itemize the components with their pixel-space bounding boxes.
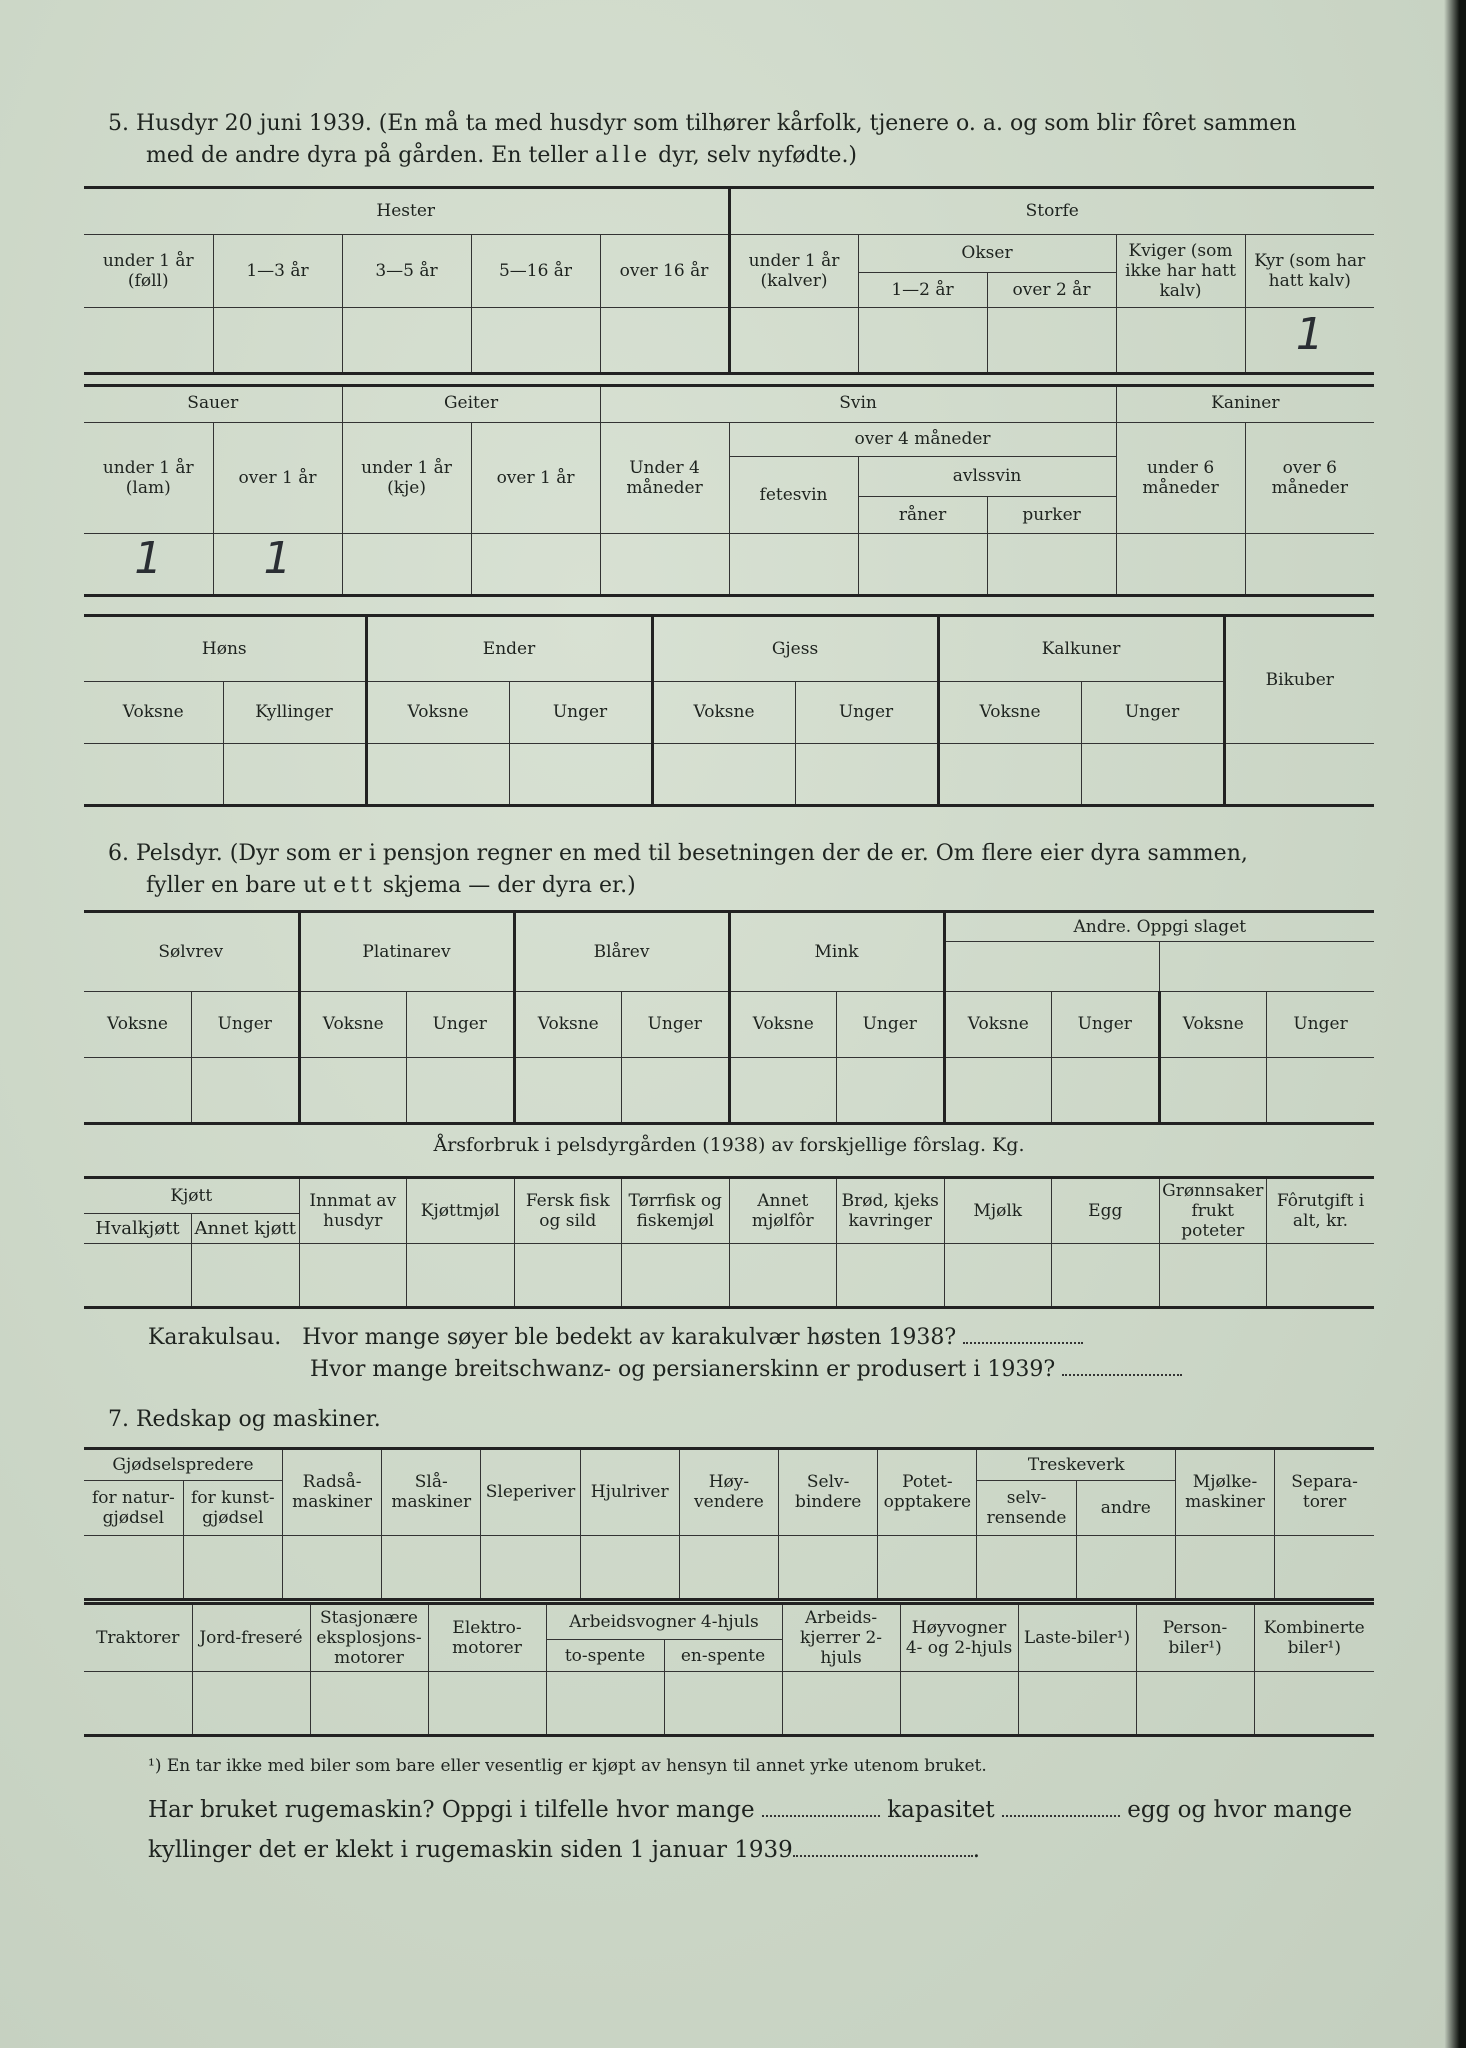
redskap-col-0: Radså-maskiner: [282, 1450, 381, 1535]
hester-col-1: 1—3 år: [213, 234, 342, 307]
pelsdyr-value[interactable]: [407, 1057, 515, 1123]
sauer-value-1[interactable]: [213, 533, 342, 595]
storfe-kalver: under 1 år (kalver): [729, 234, 858, 307]
forbruk-value[interactable]: [729, 1244, 837, 1308]
section5-line2b: alle: [594, 143, 652, 168]
geiter-header: Geiter: [342, 385, 600, 422]
forbruk-col-7: Egg: [1052, 1178, 1160, 1244]
row2-value[interactable]: [84, 1672, 192, 1736]
ruge-q1c: egg og hvor mange: [1127, 1797, 1353, 1823]
storfe-header: Storfe: [729, 189, 1374, 234]
geiter-col-0: under 1 år (kje): [342, 422, 471, 533]
pelsdyr-value[interactable]: [1052, 1057, 1160, 1123]
forbruk-value[interactable]: [192, 1244, 300, 1308]
forbruk-value[interactable]: [1267, 1244, 1375, 1308]
row2-col-7: Person-biler¹): [1136, 1604, 1254, 1672]
hons-col-0: Voksne: [84, 681, 223, 743]
row2-value[interactable]: [1018, 1672, 1136, 1736]
blarev-col-0: Voksne: [514, 991, 622, 1057]
row2-value[interactable]: [546, 1672, 664, 1736]
section6-line2c: skjema — der dyra er.): [375, 873, 636, 898]
svin-value-0[interactable]: [600, 533, 729, 595]
sauer-value-0-text: 1: [134, 533, 163, 584]
redskap-col-7: Mjølke-maskiner: [1175, 1450, 1274, 1535]
solvrev-col-0: Voksne: [84, 991, 192, 1057]
section6-intro: [108, 838, 1248, 902]
blarev-col-1: Unger: [622, 991, 730, 1057]
ender-col-1: Unger: [509, 681, 652, 743]
andre1-col-0: Voksne: [944, 991, 1052, 1057]
forbruk-col-5: Brød, kjeks kavringer: [837, 1178, 945, 1244]
ruge-count[interactable]: [762, 1795, 880, 1817]
forbruk-col-1: Kjøttmjøl: [407, 1178, 515, 1244]
mink-col-1: Unger: [837, 991, 945, 1057]
hons-header: Høns: [84, 617, 366, 681]
andre2-col-0: Voksne: [1159, 991, 1267, 1057]
hons-col-1: Kyllinger: [223, 681, 366, 743]
fjorfe-table: [84, 617, 1374, 807]
section6-line1: 6. Pelsdyr. (Dyr som er i pensjon regner en med til besetningen der de er. Om flere eier dyra sammen,: [108, 841, 1248, 866]
treskeverk-col-1: andre: [1076, 1480, 1175, 1535]
platinarev-col-0: Voksne: [299, 991, 407, 1057]
sauer-col-1: over 1 år: [213, 422, 342, 533]
karakul-line1: [148, 1322, 1182, 1354]
sauer-svin-table: [84, 385, 1374, 597]
sauer-header: Sauer: [84, 385, 342, 422]
pelsdyr-value[interactable]: [299, 1057, 407, 1123]
svin-fetesvin: fetesvin: [729, 456, 858, 533]
geiter-col-1: over 1 år: [471, 422, 600, 533]
storfe-value-4-text: 1: [1295, 309, 1324, 360]
row2-col-4: Arbeids-kjerrer 2-hjuls: [782, 1604, 900, 1672]
ruge-kyllinger[interactable]: [793, 1835, 973, 1857]
redskap-value[interactable]: [1175, 1535, 1274, 1599]
karakul-q2: Hvor mange breitschwanz- og persianerskinn er produsert i 1939?: [310, 1357, 1056, 1382]
kaniner-value-1[interactable]: [1245, 533, 1374, 595]
pelsdyr-value[interactable]: [84, 1057, 192, 1123]
redskap-col-8: Separa-torer: [1275, 1450, 1374, 1535]
svin-purker: purker: [987, 496, 1116, 533]
row2-col-0: Traktorer: [84, 1604, 192, 1672]
hester-value-2[interactable]: [342, 307, 471, 373]
forbruk-col-9: Fôrutgift i alt, kr.: [1267, 1178, 1375, 1244]
svin-value-3[interactable]: [987, 533, 1116, 595]
hester-value-3[interactable]: [471, 307, 600, 373]
gjodsel-col-1: for kunst-gjødsel: [183, 1480, 282, 1535]
footnote: ¹) En tar ikke med biler som bare eller vesentlig er kjøpt av hensyn til annet yrke utenom bruket.: [148, 1756, 987, 1776]
gjess-value-1[interactable]: [795, 743, 938, 805]
storfe-value-3[interactable]: [1116, 307, 1245, 373]
storfe-value-2[interactable]: [987, 307, 1116, 373]
svin-value-2[interactable]: [858, 533, 987, 595]
section7-title: 7. Redskap og maskiner.: [108, 1407, 381, 1432]
arbeidsvogner-header: Arbeidsvogner 4-hjuls: [546, 1604, 782, 1640]
karakul-answer2[interactable]: [1062, 1354, 1182, 1376]
mink-header: Mink: [729, 913, 944, 991]
redskap-value[interactable]: [977, 1535, 1076, 1599]
svin-header: Svin: [600, 385, 1116, 422]
mink-col-0: Voksne: [729, 991, 837, 1057]
forbruk-col-8: Grønnsaker frukt poteter: [1159, 1178, 1267, 1244]
redskap-value[interactable]: [481, 1535, 580, 1599]
row2-col-5: Høyvogner 4- og 2-hjuls: [900, 1604, 1018, 1672]
svin-over4: over 4 måneder: [729, 422, 1116, 456]
arbeidsvogner-col-1: en-spente: [664, 1640, 782, 1672]
ender-value-0[interactable]: [366, 743, 509, 805]
bikuber-value[interactable]: [1224, 743, 1374, 805]
row2-col-2: Stasjonære eksplosjons-motorer: [310, 1604, 428, 1672]
kalkuner-col-0: Voksne: [938, 681, 1081, 743]
forbruk-value[interactable]: [407, 1244, 515, 1308]
geiter-value-1[interactable]: [471, 533, 600, 595]
forbruk-value[interactable]: [837, 1244, 945, 1308]
pelsdyr-value[interactable]: [514, 1057, 622, 1123]
storfe-value-0[interactable]: [729, 307, 858, 373]
gjodsel-header: Gjødselspredere: [84, 1450, 282, 1480]
redskap-table-1: [84, 1450, 1374, 1601]
karakul-answer1[interactable]: [963, 1322, 1083, 1344]
rugemaskin-line2: kyllinger det er klekt i rugemaskin siden 1 januar 1939 .: [148, 1837, 981, 1863]
ender-header: Ender: [366, 617, 652, 681]
platinarev-header: Platinarev: [299, 913, 514, 991]
pelsdyr-table: [84, 913, 1374, 1125]
okser-col-1: over 2 år: [987, 272, 1116, 307]
gjodsel-col-0: for natur-gjødsel: [84, 1480, 183, 1535]
section5-line2c: dyr, selv nyfødte.): [651, 143, 858, 168]
hons-value-0[interactable]: [84, 743, 223, 805]
andre-sub-2[interactable]: [1159, 941, 1374, 991]
hester-value-0[interactable]: [84, 307, 213, 373]
row2-value[interactable]: [310, 1672, 428, 1736]
forbruk-value[interactable]: [299, 1244, 407, 1308]
pelsdyr-value[interactable]: [1159, 1057, 1267, 1123]
row2-value[interactable]: [664, 1672, 782, 1736]
forbruk-col-6: Mjølk: [944, 1178, 1052, 1244]
ruge-q1a: Har bruket rugemaskin? Oppgi i tilfelle hvor mange: [148, 1797, 755, 1823]
geiter-value-0[interactable]: [342, 533, 471, 595]
redskap-col-1: Slå-maskiner: [382, 1450, 481, 1535]
hester-col-0: under 1 år (føll): [84, 234, 213, 307]
forbruk-col-4: Annet mjølfôr: [729, 1178, 837, 1244]
treskeverk-header: Treskeverk: [977, 1450, 1175, 1480]
forbruk-value[interactable]: [514, 1244, 622, 1308]
row2-value[interactable]: [900, 1672, 1018, 1736]
blarev-header: Blårev: [514, 913, 729, 991]
karakul-block: [148, 1322, 1182, 1386]
storfe-okser: Okser: [858, 234, 1116, 272]
andre-sub-1[interactable]: [944, 941, 1159, 991]
kaniner-col-0: under 6 måneder: [1116, 422, 1245, 533]
hester-storfe-table: [84, 189, 1374, 375]
hester-col-3: 5—16 år: [471, 234, 600, 307]
redskap-value[interactable]: [580, 1535, 679, 1599]
redskap-value[interactable]: [679, 1535, 778, 1599]
forbruk-col-3: Tørrfisk og fiskemjøl: [622, 1178, 730, 1244]
solvrev-col-1: Unger: [192, 991, 300, 1057]
storfe-kyr: Kyr (som har hatt kalv): [1245, 234, 1374, 307]
rugemaskin-line1: [148, 1790, 1352, 1830]
redskap-value[interactable]: [878, 1535, 977, 1599]
andre-header: Andre. Oppgi slaget: [944, 913, 1374, 941]
row2-value[interactable]: [192, 1672, 310, 1736]
ruge-q2: kyllinger det er klekt i rugemaskin siden 1 januar 1939: [148, 1837, 793, 1863]
section5-intro: [108, 108, 1296, 172]
sauer-value-1-text: 1: [263, 533, 292, 584]
forbruk-value[interactable]: [944, 1244, 1052, 1308]
platinarev-col-1: Unger: [407, 991, 515, 1057]
gjess-value-0[interactable]: [652, 743, 795, 805]
rule: [84, 614, 1374, 617]
kjott-col-0: Hvalkjøtt: [84, 1214, 192, 1244]
section5-line2a: med de andre dyra på gården. En teller: [146, 143, 595, 168]
forbruk-value[interactable]: [622, 1244, 730, 1308]
kalkuner-col-1: Unger: [1081, 681, 1224, 743]
svin-value-1[interactable]: [729, 533, 858, 595]
forbruk-value[interactable]: [1159, 1244, 1267, 1308]
row2-value[interactable]: [1136, 1672, 1254, 1736]
redskap-table-2: [84, 1602, 1374, 1737]
pelsdyr-value[interactable]: [1267, 1057, 1375, 1123]
redskap-value[interactable]: [382, 1535, 481, 1599]
hester-value-1[interactable]: [213, 307, 342, 373]
karakul-label: Karakulsau.: [148, 1325, 282, 1350]
row2-value[interactable]: [428, 1672, 546, 1736]
gjess-col-0: Voksne: [652, 681, 795, 743]
pelsdyr-value[interactable]: [837, 1057, 945, 1123]
redskap-col-5: Selv-bindere: [779, 1450, 878, 1535]
ender-col-0: Voksne: [366, 681, 509, 743]
section5-line1: 5. Husdyr 20 juni 1939. (En må ta med husdyr som tilhører kårfolk, tjenere o. a. og som blir fôret sammen: [108, 111, 1297, 136]
row2-col-3: Elektro-motorer: [428, 1604, 546, 1672]
treskeverk-col-0: selv-rensende: [977, 1480, 1076, 1535]
gjess-col-1: Unger: [795, 681, 938, 743]
row2-col-8: Kombinerte biler¹): [1254, 1604, 1374, 1672]
hester-col-4: over 16 år: [600, 234, 729, 307]
bikuber-header: Bikuber: [1224, 617, 1374, 743]
redskap-value[interactable]: [1275, 1535, 1374, 1599]
storfe-value-4[interactable]: [1245, 307, 1374, 373]
redskap-value[interactable]: [282, 1535, 381, 1599]
forbruk-table: [84, 1176, 1374, 1309]
ruge-q1b: kapasitet: [887, 1797, 995, 1823]
kalkuner-value-1[interactable]: [1081, 743, 1224, 805]
kjott-header: Kjøtt: [84, 1178, 299, 1214]
hester-header: Hester: [84, 189, 729, 234]
sauer-value-0[interactable]: [84, 533, 213, 595]
andre2-col-1: Unger: [1267, 991, 1375, 1057]
row2-col-1: Jord-freseré: [192, 1604, 310, 1672]
pelsdyr-value[interactable]: [729, 1057, 837, 1123]
row2-col-6: Laste-biler¹): [1018, 1604, 1136, 1672]
hester-col-2: 3—5 år: [342, 234, 471, 307]
section5-line2: [108, 140, 1296, 172]
solvrev-header: Sølvrev: [84, 913, 299, 991]
kalkuner-value-0[interactable]: [938, 743, 1081, 805]
storfe-value-1[interactable]: [858, 307, 987, 373]
storfe-kviger: Kviger (som ikke har hatt kalv): [1116, 234, 1245, 307]
redskap-value[interactable]: [779, 1535, 878, 1599]
pelsdyr-value[interactable]: [192, 1057, 300, 1123]
karakul-line2: [148, 1354, 1182, 1386]
section6-line2: [108, 870, 1248, 902]
redskap-value[interactable]: [1076, 1535, 1175, 1599]
svin-under4: Under 4 måneder: [600, 422, 729, 533]
redskap-col-6: Potet-opptakere: [878, 1450, 977, 1535]
andre1-col-1: Unger: [1052, 991, 1160, 1057]
hester-value-4[interactable]: [600, 307, 729, 373]
redskap-value[interactable]: [84, 1535, 183, 1599]
sauer-col-0: under 1 år (lam): [84, 422, 213, 533]
karakul-q1: Hvor mange søyer ble bedekt av karakulvær høsten 1938?: [302, 1325, 957, 1350]
okser-col-0: 1—2 år: [858, 272, 987, 307]
forbruk-value[interactable]: [1052, 1244, 1160, 1308]
ender-value-1[interactable]: [509, 743, 652, 805]
redskap-value[interactable]: [183, 1535, 282, 1599]
section6-line2b: ett: [333, 873, 376, 898]
arbeidsvogner-col-0: to-spente: [546, 1640, 664, 1672]
redskap-col-4: Høy-vendere: [679, 1450, 778, 1535]
redskap-col-3: Hjulriver: [580, 1450, 679, 1535]
pelsdyr-value[interactable]: [622, 1057, 730, 1123]
forbruk-value[interactable]: [84, 1244, 192, 1308]
forbruk-col-0: Innmat av husdyr: [299, 1178, 407, 1244]
scan-edge: [1444, 0, 1466, 2048]
section6-line2a: fyller en bare ut: [146, 873, 334, 898]
ruge-capacity[interactable]: [1002, 1795, 1120, 1817]
svin-raner: råner: [858, 496, 987, 533]
redskap-col-2: Sleperiver: [481, 1450, 580, 1535]
forbruk-col-2: Fersk fisk og sild: [514, 1178, 622, 1244]
rule: [84, 384, 1374, 387]
gjess-header: Gjess: [652, 617, 938, 681]
forbruk-title: Årsforbruk i pelsdyrgården (1938) av forskjellige fôrslag. Kg.: [433, 1134, 1025, 1156]
rugemaskin-block: [148, 1790, 1352, 1870]
pelsdyr-value[interactable]: [944, 1057, 1052, 1123]
kjott-col-1: Annet kjøtt: [192, 1214, 300, 1244]
kaniner-header: Kaniner: [1116, 385, 1374, 422]
kalkuner-header: Kalkuner: [938, 617, 1224, 681]
row2-value[interactable]: [1254, 1672, 1374, 1736]
svin-avlssvin: avlssvin: [858, 456, 1116, 496]
kaniner-col-1: over 6 måneder: [1245, 422, 1374, 533]
hons-value-1[interactable]: [223, 743, 366, 805]
kaniner-value-0[interactable]: [1116, 533, 1245, 595]
row2-value[interactable]: [782, 1672, 900, 1736]
